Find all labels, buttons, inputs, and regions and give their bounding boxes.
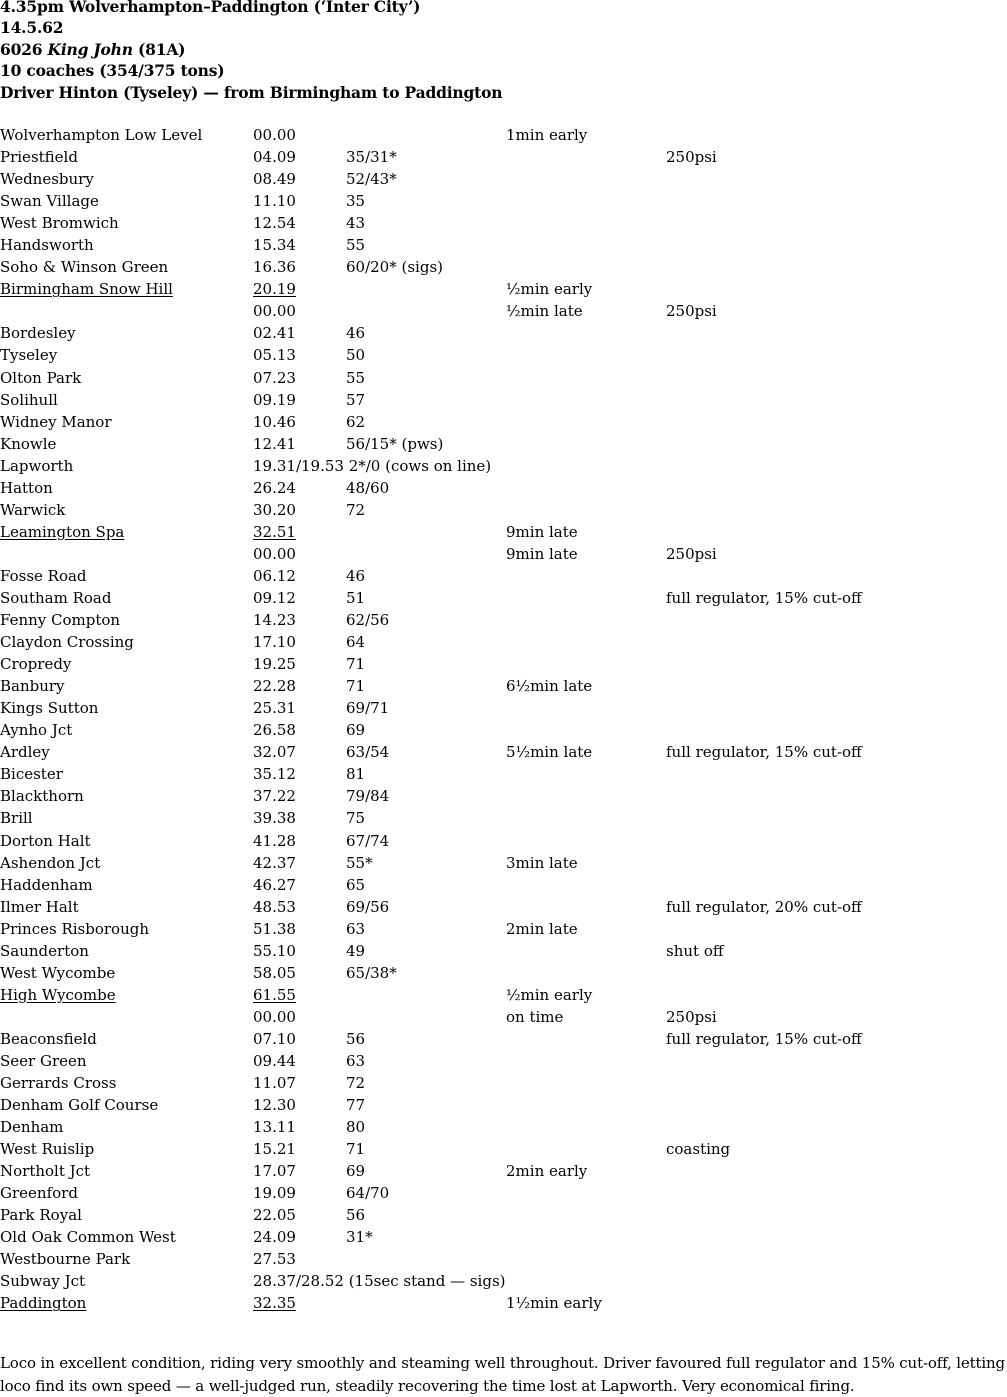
log-station: Cropredy: [0, 655, 72, 674]
log-remark: full regulator, 15% cut-off: [666, 1029, 862, 1048]
log-row: [0, 807, 1007, 829]
log-time: 00.00: [253, 544, 296, 563]
log-note: 2min early: [506, 1162, 588, 1181]
log-speed: 69: [346, 1162, 366, 1181]
log-row: [0, 344, 1007, 366]
log-time: 11.07: [253, 1074, 296, 1093]
log-station: Bordesley: [0, 324, 76, 343]
log-station: Ardley: [0, 743, 50, 762]
log-station: Wolverhampton Low Level: [0, 126, 203, 144]
train-title: 4.35pm Wolverhampton–Paddington (‘Inter City’): [0, 0, 421, 16]
log-row: [0, 1138, 1007, 1160]
log-time: 11.10: [253, 192, 296, 211]
log-speed: 72: [346, 500, 366, 519]
log-row: [0, 653, 1007, 675]
log-station: Beaconsfield: [0, 1029, 97, 1048]
log-time: 28.37/28.52 (15sec stand — sigs): [253, 1272, 506, 1291]
log-time: 41.28: [253, 831, 296, 850]
log-speed: 43: [346, 214, 366, 233]
log-station: Soho & Winson Green: [0, 258, 169, 277]
log-time: 32.51: [253, 522, 296, 541]
log-remark: 250psi: [666, 302, 717, 321]
log-time: 12.54: [253, 214, 296, 233]
log-speed: 55: [346, 368, 366, 387]
log-row: [0, 499, 1007, 521]
log-note: 9min late: [506, 522, 578, 541]
log-station: West Ruislip: [0, 1140, 95, 1159]
log-station: Park Royal: [0, 1206, 82, 1225]
log-speed: 69/71: [346, 699, 390, 718]
log-row: [0, 278, 1007, 300]
log-speed: 77: [346, 1096, 366, 1115]
train-load: 10 coaches (354/375 tons): [0, 61, 225, 80]
log-row: [0, 543, 1007, 565]
log-note: 6½min late: [506, 677, 593, 696]
log-note: ½min early: [506, 280, 593, 299]
log-time: 15.21: [253, 1140, 296, 1159]
log-station: Subway Jct: [0, 1272, 86, 1291]
log-row: [0, 565, 1007, 587]
log-row: [0, 1028, 1007, 1050]
log-time: 46.27: [253, 875, 296, 894]
log-row: [0, 212, 1007, 234]
log-time: 00.00: [253, 1007, 296, 1026]
log-station: Westbourne Park: [0, 1250, 131, 1269]
log-time: 14.23: [253, 611, 296, 630]
log-remark: 250psi: [666, 1007, 717, 1026]
log-time: 09.44: [253, 1051, 296, 1070]
log-time: 07.23: [253, 368, 296, 387]
log-time: 05.13: [253, 346, 296, 365]
log-station: Claydon Crossing: [0, 633, 134, 652]
log-row: [0, 675, 1007, 697]
log-row: [0, 1050, 1007, 1072]
log-station: Haddenham: [0, 875, 93, 894]
log-row: [0, 1160, 1007, 1182]
log-time: 16.36: [253, 258, 296, 277]
log-row: [0, 830, 1007, 852]
log-row: [0, 146, 1007, 168]
log-row: [0, 1292, 1007, 1314]
log-row: [0, 631, 1007, 653]
run-date: 14.5.62: [0, 18, 64, 37]
log-remark: shut off: [666, 941, 724, 960]
log-speed: 69/56: [346, 897, 390, 916]
log-time: 37.22: [253, 787, 296, 806]
log-time: 17.07: [253, 1162, 296, 1181]
log-time: 00.00: [253, 302, 296, 321]
log-time: 06.12: [253, 566, 296, 585]
log-time: 61.55: [253, 985, 296, 1004]
log-speed: 71: [346, 677, 366, 696]
log-row: [0, 763, 1007, 785]
log-time: 32.35: [253, 1294, 296, 1313]
log-remark: full regulator, 15% cut-off: [666, 588, 862, 607]
log-time: 13.11: [253, 1118, 296, 1137]
log-time: 02.41: [253, 324, 296, 343]
log-row: [0, 874, 1007, 896]
log-row: [0, 1204, 1007, 1226]
log-station: West Bromwich: [0, 214, 119, 233]
log-station: Kings Sutton: [0, 699, 99, 718]
log-speed: 35: [346, 192, 366, 211]
log-time: 15.34: [253, 236, 296, 255]
log-time: 07.10: [253, 1029, 296, 1048]
log-note: ½min late: [506, 302, 583, 321]
log-speed: 64/70: [346, 1184, 390, 1203]
loco-number: 6026: [0, 40, 43, 59]
log-row: [0, 984, 1007, 1006]
log-station: Greenford: [0, 1184, 78, 1203]
log-time: 19.31/19.53 2*/0 (cows on line): [253, 456, 492, 475]
log-remark: 250psi: [666, 544, 717, 563]
log-station: Gerrards Cross: [0, 1074, 117, 1093]
log-row: [0, 190, 1007, 212]
log-row: [0, 455, 1007, 477]
log-row: [0, 1270, 1007, 1292]
log-remark: coasting: [666, 1140, 731, 1159]
log-speed: 75: [346, 809, 366, 828]
log-speed: 72: [346, 1074, 366, 1093]
log-time: 26.58: [253, 721, 296, 740]
log-speed: 56: [346, 1206, 366, 1225]
log-row: [0, 785, 1007, 807]
log-time: 10.46: [253, 412, 296, 431]
log-station: Banbury: [0, 677, 65, 696]
log-time: 20.19: [253, 280, 296, 299]
log-time: 30.20: [253, 500, 296, 519]
log-time: 51.38: [253, 919, 296, 938]
log-time: 35.12: [253, 765, 296, 784]
log-speed: 31*: [346, 1228, 373, 1247]
log-row: [0, 587, 1007, 609]
log-speed: 69: [346, 721, 366, 740]
log-row: [0, 411, 1007, 433]
log-speed: 52/43*: [346, 170, 397, 189]
log-time: 39.38: [253, 809, 296, 828]
log-speed: 62: [346, 412, 366, 431]
log-row: [0, 1072, 1007, 1094]
log-time: 22.05: [253, 1206, 296, 1225]
log-speed: 63: [346, 1051, 366, 1070]
log-station: Swan Village: [0, 192, 99, 211]
log-station: Wednesbury: [0, 170, 94, 189]
log-station: Denham: [0, 1118, 64, 1137]
log-time: 17.10: [253, 633, 296, 652]
log-speed: 67/74: [346, 831, 390, 850]
log-station: Knowle: [0, 434, 57, 453]
log-speed: 71: [346, 655, 366, 674]
log-time: 24.09: [253, 1228, 296, 1247]
log-time: 19.25: [253, 655, 296, 674]
log-speed: 60/20* (sigs): [346, 258, 443, 277]
log-row: [0, 609, 1007, 631]
log-speed: 63/54: [346, 743, 390, 762]
log-speed: 71: [346, 1140, 366, 1159]
log-station: High Wycombe: [0, 985, 116, 1004]
log-row: [0, 719, 1007, 741]
log-row: [0, 1182, 1007, 1204]
log-speed: 63: [346, 919, 366, 938]
driver-line: Driver Hinton (Tyseley) — from Birmingham to Paddington: [0, 83, 503, 102]
log-station: Leamington Spa: [0, 522, 125, 541]
log-time: 42.37: [253, 853, 296, 872]
log-time: 04.09: [253, 148, 296, 167]
log-station: Brill: [0, 809, 33, 828]
loco-shed: (81A): [138, 40, 186, 59]
log-row: [0, 1116, 1007, 1138]
log-time: 58.05: [253, 963, 296, 982]
log-time: 09.12: [253, 588, 296, 607]
log-row: [0, 962, 1007, 984]
log-station: Tyseley: [0, 346, 58, 365]
log-row: [0, 124, 1007, 146]
log-speed: 64: [346, 633, 366, 652]
log-row: [0, 322, 1007, 344]
log-station: Warwick: [0, 500, 66, 519]
log-station: Blackthorn: [0, 787, 84, 806]
log-remark: full regulator, 20% cut-off: [666, 897, 862, 916]
log-station: West Wycombe: [0, 963, 116, 982]
log-speed: 62/56: [346, 611, 390, 630]
log-note: ½min early: [506, 985, 593, 1004]
log-station: Princes Risborough: [0, 919, 150, 938]
log-time: 48.53: [253, 897, 296, 916]
log-row: [0, 741, 1007, 763]
log-station: Aynho Jct: [0, 721, 73, 740]
log-row: [0, 940, 1007, 962]
log-speed: 56: [346, 1029, 366, 1048]
log-speed: 35/31*: [346, 148, 397, 167]
log-speed: 57: [346, 390, 366, 409]
log-station: Hatton: [0, 478, 53, 497]
log-speed: 46: [346, 566, 366, 585]
log-speed: 80: [346, 1118, 366, 1137]
log-remark: full regulator, 15% cut-off: [666, 743, 862, 762]
log-time: 00.00: [253, 126, 296, 144]
log-station: Dorton Halt: [0, 831, 91, 850]
log-time: 09.19: [253, 390, 296, 409]
log-note: 2min late: [506, 919, 578, 938]
log-row: [0, 896, 1007, 918]
log-time: 32.07: [253, 743, 296, 762]
log-station: Ilmer Halt: [0, 897, 79, 916]
log-time: 26.24: [253, 478, 296, 497]
log-station: Widney Manor: [0, 412, 112, 431]
log-speed: 65: [346, 875, 366, 894]
log-speed: 46: [346, 324, 366, 343]
log-row: [0, 300, 1007, 322]
log-station: Fosse Road: [0, 566, 87, 585]
log-note: 9min late: [506, 544, 578, 563]
log-station: Seer Green: [0, 1051, 87, 1070]
log-row: [0, 389, 1007, 411]
log-time: 12.30: [253, 1096, 296, 1115]
log-row: [0, 256, 1007, 278]
log-speed: 55*: [346, 853, 373, 872]
log-row: [0, 367, 1007, 389]
log-time: 12.41: [253, 434, 296, 453]
log-station: Priestfield: [0, 148, 78, 167]
log-row: [0, 1094, 1007, 1116]
run-footnote: Loco in excellent condition, riding very smoothly and steaming well throughout. Driver favoured full regulator and 15% cut-off, letting loco find its own speed — a well-judged run, steadily recovering the time lost at Lapworth. Very economical firing.: [0, 1354, 1005, 1395]
log-station: Lapworth: [0, 456, 74, 475]
log-station: Paddington: [0, 1294, 87, 1313]
log-speed: 65/38*: [346, 963, 397, 982]
log-speed: 51: [346, 588, 366, 607]
log-station: Ashendon Jct: [0, 853, 101, 872]
log-station: Old Oak Common West: [0, 1228, 176, 1247]
log-row: [0, 1006, 1007, 1028]
log-note: 1½min early: [506, 1294, 602, 1313]
log-station: Birmingham Snow Hill: [0, 280, 173, 299]
log-speed: 49: [346, 941, 366, 960]
log-station: Handsworth: [0, 236, 94, 255]
log-row: [0, 521, 1007, 543]
locomotive-line: [0, 39, 185, 61]
log-station: Fenny Compton: [0, 611, 121, 630]
log-station: Northolt Jct: [0, 1162, 91, 1181]
timing-log: [0, 124, 1007, 1315]
log-speed: 81: [346, 765, 366, 784]
log-time: 25.31: [253, 699, 296, 718]
log-row: [0, 918, 1007, 940]
log-time: 55.10: [253, 941, 296, 960]
log-remark: 250psi: [666, 148, 717, 167]
log-row: [0, 477, 1007, 499]
log-station: Olton Park: [0, 368, 82, 387]
loco-name: King John: [47, 40, 133, 59]
log-speed: 48/60: [346, 478, 390, 497]
log-note: on time: [506, 1007, 564, 1026]
log-row: [0, 1248, 1007, 1270]
log-note: 5½min late: [506, 743, 593, 762]
log-time: 08.49: [253, 170, 296, 189]
log-speed: 79/84: [346, 787, 390, 806]
log-row: [0, 852, 1007, 874]
log-speed: 55: [346, 236, 366, 255]
log-station: Southam Road: [0, 588, 112, 607]
log-station: Saunderton: [0, 941, 89, 960]
log-row: [0, 433, 1007, 455]
log-speed: 50: [346, 346, 366, 365]
log-time: 27.53: [253, 1250, 296, 1269]
log-time: 19.09: [253, 1184, 296, 1203]
log-note: 3min late: [506, 853, 578, 872]
log-row: [0, 1226, 1007, 1248]
log-station: Denham Golf Course: [0, 1096, 159, 1115]
log-station: Solihull: [0, 390, 58, 409]
log-note: 1min early: [506, 126, 588, 144]
log-time: 22.28: [253, 677, 296, 696]
log-speed: 56/15* (pws): [346, 434, 444, 453]
log-row: [0, 234, 1007, 256]
log-station: Bicester: [0, 765, 63, 784]
log-row: [0, 697, 1007, 719]
log-row: [0, 168, 1007, 190]
